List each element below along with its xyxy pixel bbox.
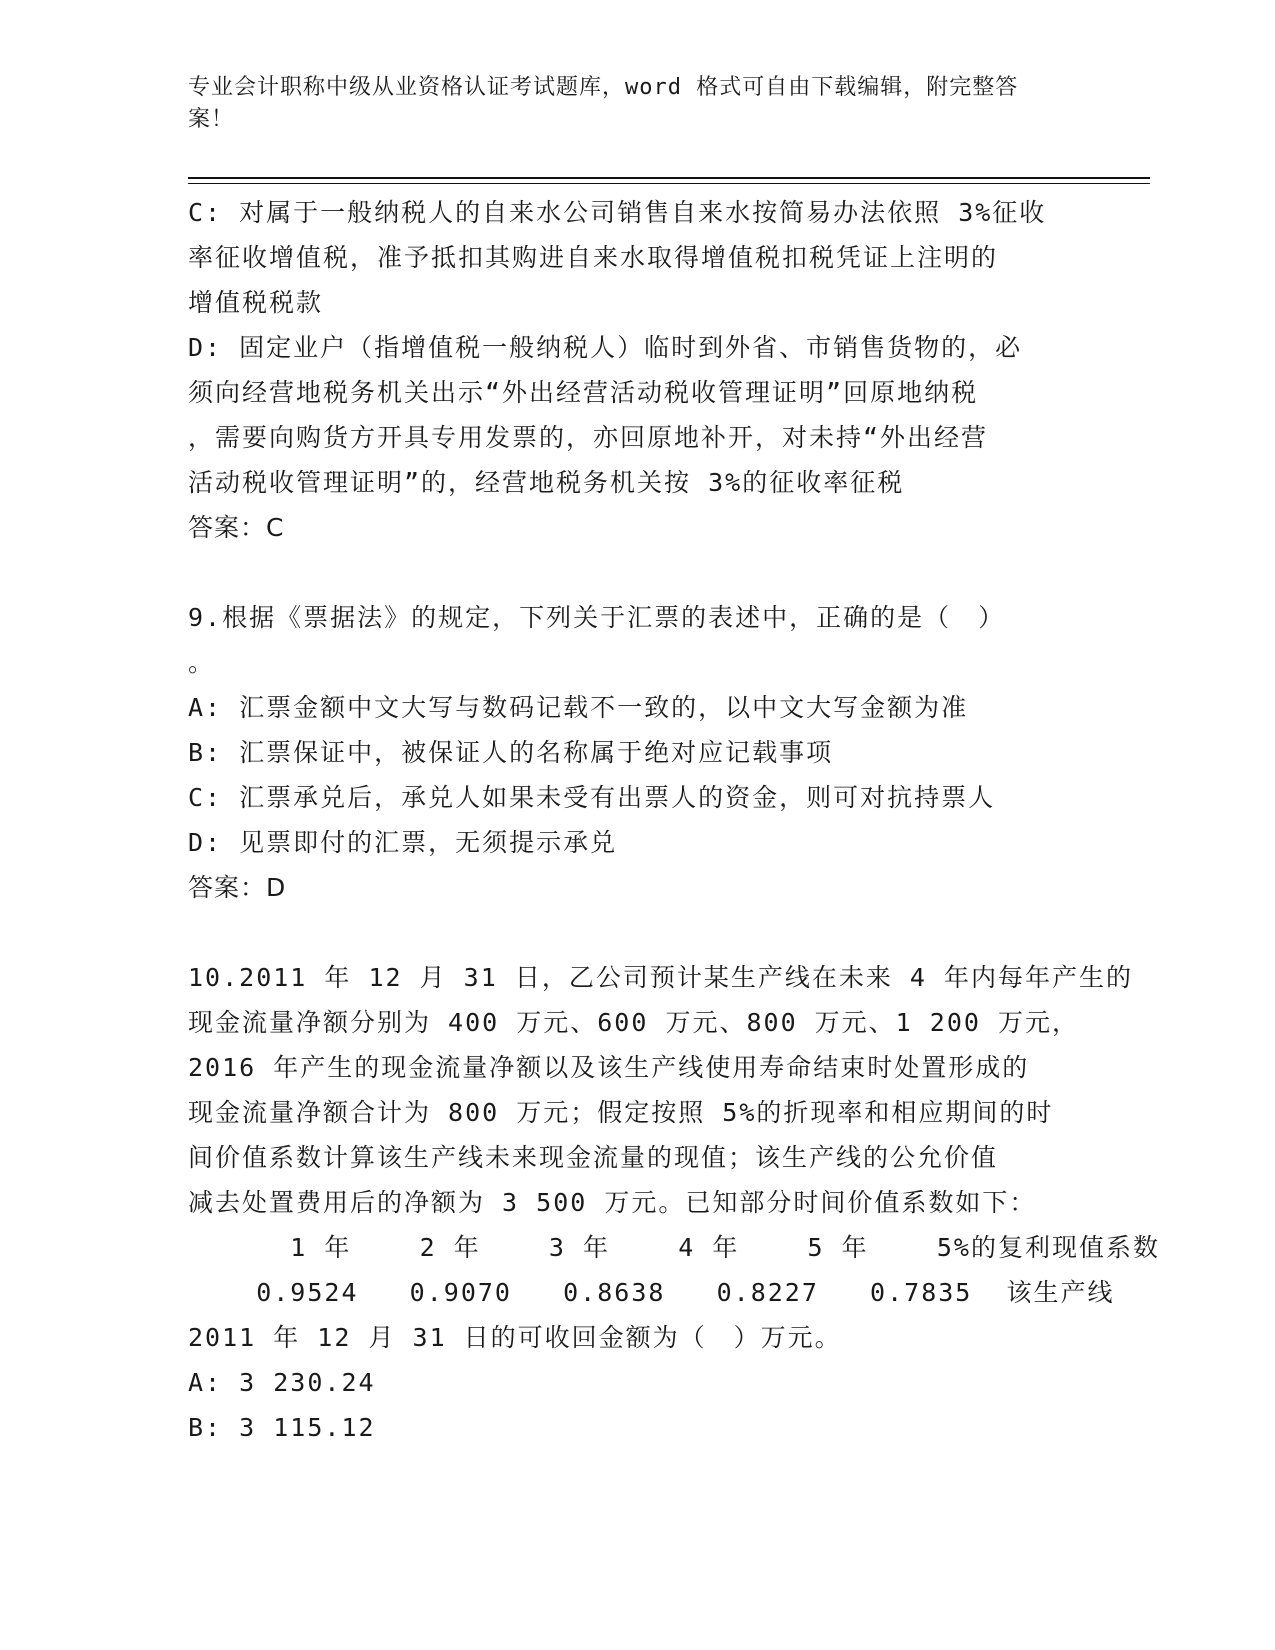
text-line: 增值税税款 xyxy=(188,288,324,317)
header-divider-thin xyxy=(188,183,1150,184)
text-line: 2011 年 12 月 31 日的可收回金额为（ ）万元。 xyxy=(188,1323,842,1352)
text-line: 。 xyxy=(188,648,216,677)
question-10-stem xyxy=(188,955,1160,1360)
text-line: 须向经营地税务机关出示“外出经营活动税收管理证明”回原地纳税 xyxy=(188,378,979,407)
spacer xyxy=(188,550,1088,595)
header-divider-thick xyxy=(188,177,1150,179)
question-10-option-a: A: 3 230.24 xyxy=(188,1368,376,1397)
question-10-options xyxy=(188,1360,1088,1450)
text-line: D: 固定业户（指增值税一般纳税人）临时到外省、市销售货物的，必 xyxy=(188,333,1023,362)
question-8-answer: 答案：C xyxy=(188,513,285,542)
text-line: 1 年 2 年 3 年 4 年 5 年 5%的复利现值系数 xyxy=(188,1233,1160,1262)
header-line-1: 专业会计职称中级从业资格认证考试题库，word 格式可自由下载编辑，附完整答 xyxy=(188,75,1019,100)
text-line: 现金流量净额合计为 800 万元；假定按照 5%的折现率和相应期间的时 xyxy=(188,1098,1054,1127)
question-9-option-a: A: 汇票金额中文大写与数码记载不一致的，以中文大写金额为准 xyxy=(188,693,969,722)
question-9-option-d: D: 见票即付的汇票，无须提示承兑 xyxy=(188,828,618,857)
text-line: 减去处置费用后的净额为 3 500 万元。已知部分时间价值系数如下： xyxy=(188,1188,1037,1217)
text-line: 10.2011 年 12 月 31 日，乙公司预计某生产线在未来 4 年内每年产生的 xyxy=(188,963,1133,992)
text-line: 活动税收管理证明”的，经营地税务机关按 3%的征收率征税 xyxy=(188,468,905,497)
header-line-2: 案！ xyxy=(188,107,235,132)
text-line: ，需要向购货方开具专用发票的，亦回原地补开，对未持“外出经营 xyxy=(188,423,989,452)
text-line: 2016 年产生的现金流量净额以及该生产线使用寿命结束时处置形成的 xyxy=(188,1053,1030,1082)
text-line: 现金流量净额分别为 400 万元、600 万元、800 万元、1 200 万元， xyxy=(188,1008,1079,1037)
question-10-option-b: B: 3 115.12 xyxy=(188,1413,376,1442)
question-9-option-b: B: 汇票保证中，被保证人的名称属于绝对应记载事项 xyxy=(188,738,834,767)
spacer xyxy=(188,910,1088,955)
question-9-stem xyxy=(188,595,1088,685)
text-line: C: 对属于一般纳税人的自来水公司销售自来水按简易办法依照 3%征收 xyxy=(188,198,1047,227)
text-line: 率征收增值税，准予抵扣其购进自来水取得增值税扣税凭证上注明的 xyxy=(188,243,999,272)
document-header xyxy=(188,72,1088,136)
question-9-options xyxy=(188,685,1088,865)
document-body xyxy=(188,190,1160,1450)
text-line: 间价值系数计算该生产线未来现金流量的现值；该生产线的公允价值 xyxy=(188,1143,999,1172)
question-9-answer: 答案：D xyxy=(188,873,287,902)
text-line: 9.根据《票据法》的规定，下列关于汇票的表述中，正确的是（ ） xyxy=(188,603,1006,632)
question-9-option-c: C: 汇票承兑后，承兑人如果未受有出票人的资金，则可对抗持票人 xyxy=(188,783,996,812)
question-8-option-d xyxy=(188,325,1088,505)
text-line: 0.9524 0.9070 0.8638 0.8227 0.7835 该生产线 xyxy=(188,1278,1115,1307)
question-8-option-c xyxy=(188,190,1088,325)
